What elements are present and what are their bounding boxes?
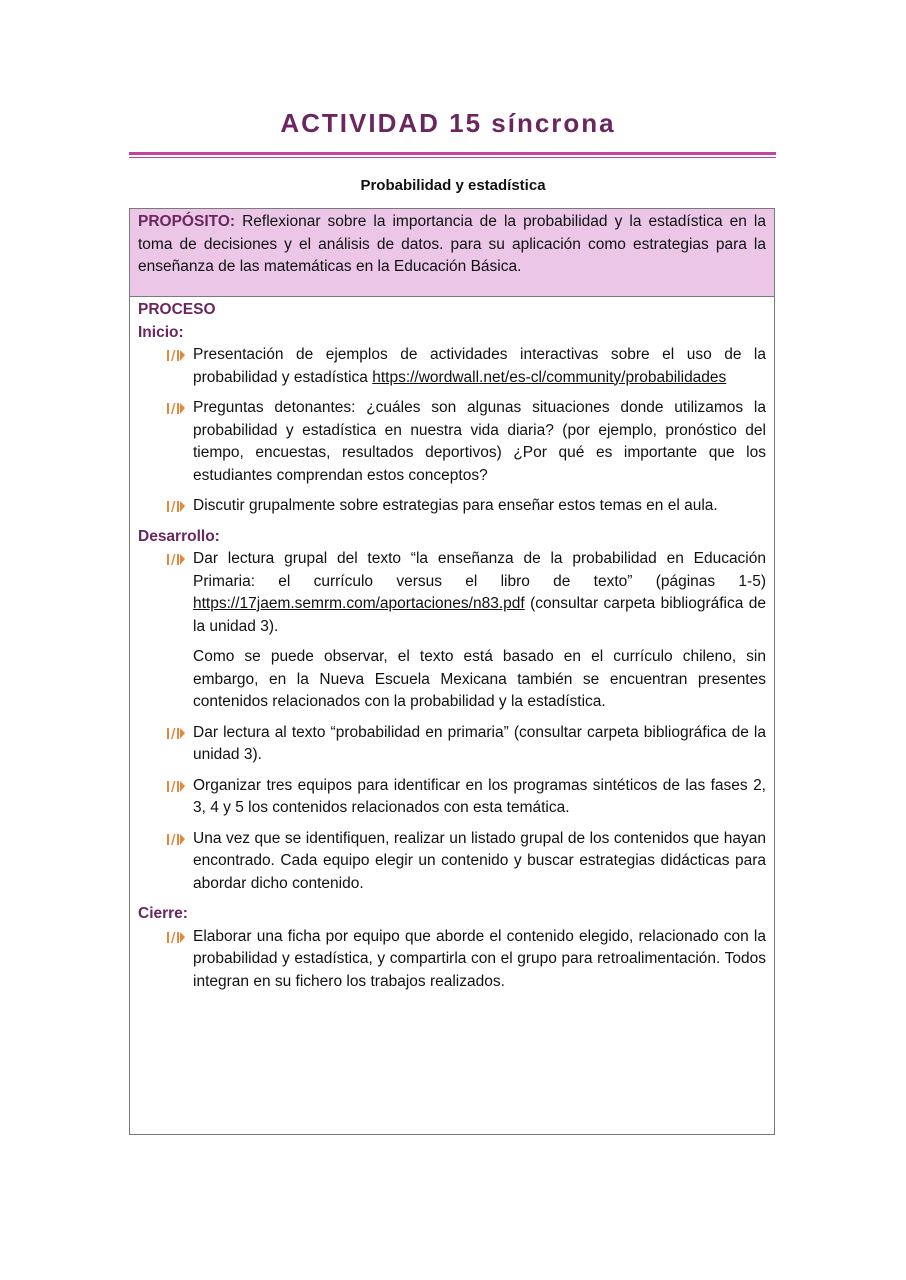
item-text: Presentación de ejemplos de actividades interactivas sobre el uso de la probabilidad y estadística [193, 346, 766, 386]
item-text: Preguntas detonantes: ¿cuáles son algunas situaciones donde utilizamos la probabilidad y estadística en nuestra vida diaria? (por ejemplo, pronóstico del tiempo, encuestas, resultados deportivos) ¿Por qué es importante que los estudiantes comprendan estos conceptos? [193, 399, 766, 484]
books-bullet-icon [166, 348, 186, 362]
purpose-label: PROPÓSITO: [138, 213, 236, 230]
books-bullet-icon [166, 779, 186, 793]
cierre-heading: Cierre: [138, 905, 188, 922]
page-title: ACTIVIDAD 15 síncrona [280, 108, 616, 138]
process-cell [130, 297, 774, 993]
wordwall-link[interactable]: https://wordwall.net/es-cl/community/probabilidades [372, 368, 727, 386]
books-bullet-icon [166, 499, 186, 513]
list-item [138, 722, 766, 767]
title-rule-thin [129, 157, 776, 158]
list-item [138, 926, 766, 994]
item-text-after: (consultar carpeta bibliográfica de la unidad 3). [193, 595, 766, 635]
title-rule [129, 152, 776, 155]
activity-table [129, 208, 775, 1135]
books-bullet-icon [166, 832, 186, 846]
item-text: Elaborar una ficha por equipo que aborde el contenido elegido, relacionado con la probabilidad y estadística, y compartirla con el grupo para retroalimentación. Todos integran en su fichero los trabajos realizados. [193, 927, 766, 990]
list-item [138, 828, 766, 896]
item-text: Discutir grupalmente sobre estrategias para enseñar estos temas en el aula. [193, 497, 718, 514]
desarrollo-heading: Desarrollo: [138, 527, 220, 545]
purpose-text: Reflexionar sobre la importancia de la probabilidad y la estadística en la toma de decisiones y el análisis de datos. para su aplicación como estrategias para la enseñanza de las matemáticas en la Educación Básica. [138, 213, 766, 275]
list-item [138, 397, 766, 487]
books-bullet-icon [166, 726, 186, 740]
item-text: Organizar tres equipos para identificar en los programas sintéticos de las fases 2, 3, 4 y 5 los contenidos relacionados con esta temática. [193, 776, 766, 816]
list-item [138, 495, 766, 518]
item-text: Dar lectura grupal del texto “la enseñanza de la probabilidad en Educación Primaria: el currículo versus el libro de texto” (páginas 1-5) [193, 550, 766, 590]
books-bullet-icon [166, 930, 186, 944]
item-text: Como se puede observar, el texto está basado en el currículo chileno, sin embargo, en la Nueva Escuela Mexicana también se encuentran presentes contenidos relacionados con la probabilidad y la estadística. [193, 648, 766, 710]
page-subtitle: Probabilidad y estadística [360, 177, 546, 194]
item-text: Una vez que se identifiquen, realizar un listado grupal de los contenidos que hayan encontrado. Cada equipo elegir un contenido y buscar estrategias didácticas para abordar dicho contenido. [193, 829, 766, 892]
books-bullet-icon [166, 552, 186, 566]
purpose-cell [130, 209, 774, 297]
list-item [138, 775, 766, 820]
list-item [138, 646, 766, 714]
books-bullet-icon [166, 401, 186, 415]
process-heading: PROCESO [138, 301, 216, 318]
semrm-link[interactable]: https://17jaem.semrm.com/aportaciones/n83.pdf [193, 595, 525, 612]
inicio-heading: Inicio: [138, 323, 184, 341]
list-item [138, 344, 766, 389]
item-text: Dar lectura al texto “probabilidad en primaria” (consultar carpeta bibliográfica de la unidad 3). [193, 723, 766, 763]
list-item [138, 548, 766, 638]
